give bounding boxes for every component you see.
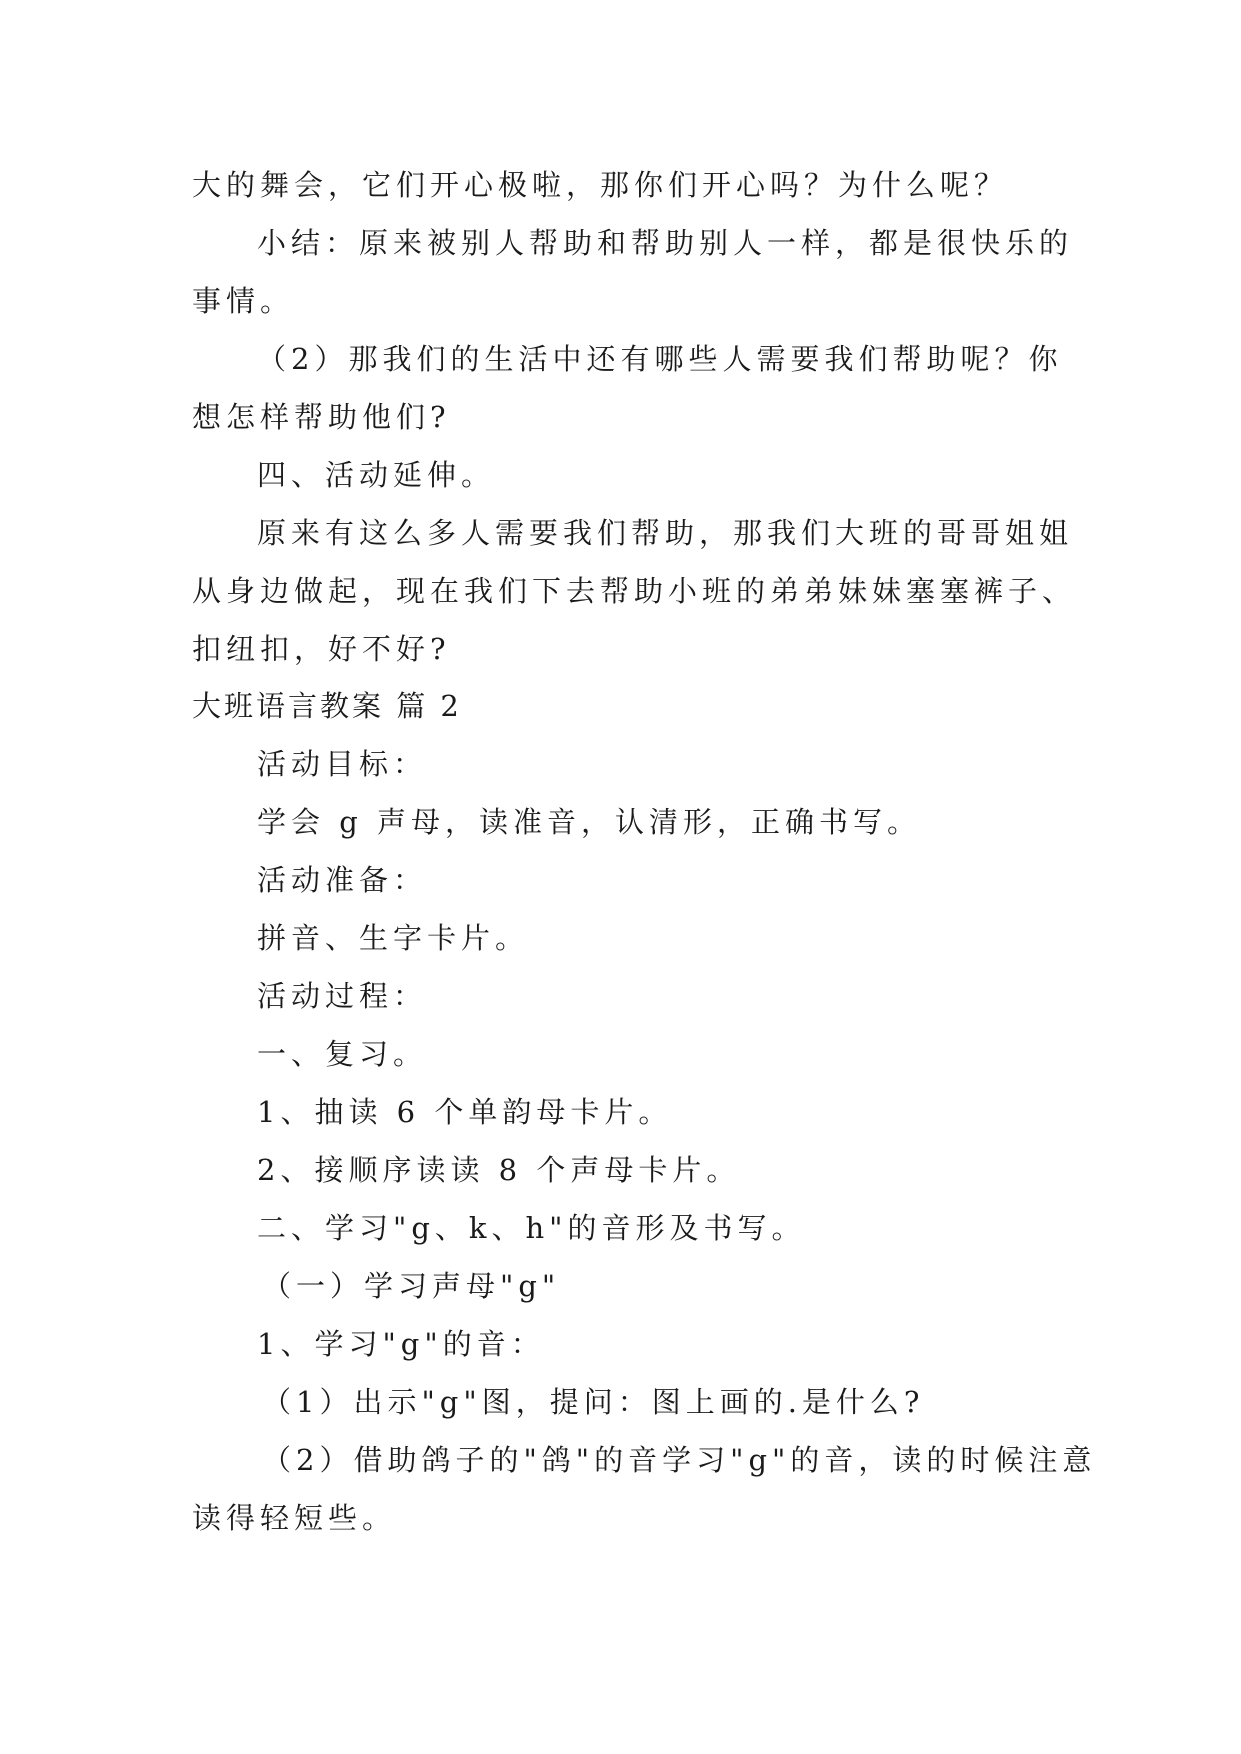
text-line: 学会 g 声母，读准音，认清形，正确书写。 xyxy=(257,805,922,839)
text-line: 活动准备： xyxy=(257,863,428,897)
section-heading: 大班语言教案 篇 2 xyxy=(192,689,462,723)
text-line: 1、学习"g"的音： xyxy=(257,1327,545,1361)
text-line: 二、学习"g、k、h"的音形及书写。 xyxy=(257,1211,806,1245)
text-line: 拼音、生字卡片。 xyxy=(257,921,530,955)
text-line: 小结：原来被别人帮助和帮助别人一样，都是很快乐的 xyxy=(257,226,1074,260)
text-line: 原来有这么多人需要我们帮助，那我们大班的哥哥姐姐 xyxy=(257,516,1074,550)
text-line: 大的舞会，它们开心极啦，那你们开心吗？为什么呢？ xyxy=(192,168,1009,202)
text-line: （1）出示"g"图，提问：图上画的.是什么? xyxy=(262,1385,925,1419)
text-line: 想怎样帮助他们? xyxy=(192,400,451,434)
text-line: 2、接顺序读读 8 个声母卡片。 xyxy=(257,1153,741,1187)
text-line: 扣纽扣，好不好? xyxy=(192,632,451,666)
text-line: 一、复习。 xyxy=(257,1037,428,1071)
text-line: （2）那我们的生活中还有哪些人需要我们帮助呢？你 xyxy=(257,342,1063,376)
text-line: 活动过程： xyxy=(257,979,428,1013)
text-line: 活动目标： xyxy=(257,747,428,781)
text-line: 从身边做起，现在我们下去帮助小班的弟弟妹妹塞塞裤子、 xyxy=(192,574,1077,608)
text-line: 1、抽读 6 个单韵母卡片。 xyxy=(257,1095,673,1129)
text-line: （一）学习声母"g" xyxy=(262,1269,561,1303)
text-line: 四、活动延伸。 xyxy=(257,458,496,492)
text-line: 事情。 xyxy=(192,284,295,318)
text-line: 读得轻短些。 xyxy=(192,1501,397,1535)
text-line: （2）借助鸽子的"鸽"的音学习"g"的音，读的时候注意 xyxy=(262,1443,1097,1477)
